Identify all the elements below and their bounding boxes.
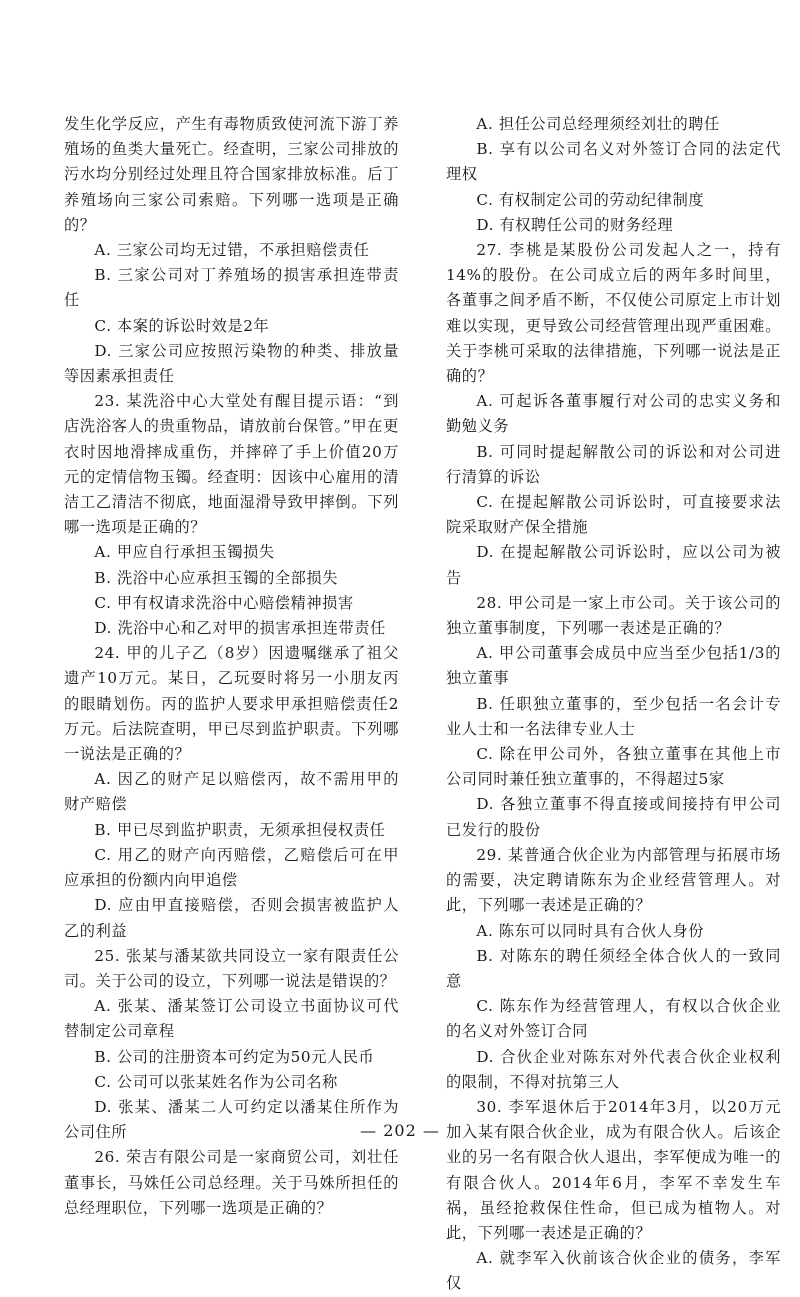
answer-option: C. 陈东作为经营管理人，有权以合伙企业的名义对外签订合同 [446, 997, 781, 1041]
answer-option: D. 张某、潘某二人可约定以潘某住所作为公司住所 [64, 1097, 399, 1142]
left-column [64, 112, 399, 1221]
answer-option: D. 在提起解散公司诉讼时，应以公司为被告 [446, 543, 781, 587]
question-text: 25. 张某与潘某欲共同设立一家有限责任公司。关于公司的设立，下列哪一说法是错误的？ [64, 946, 399, 990]
answer-option: D. 三家公司应按照污染物的种类、排放量等因素承担责任 [64, 341, 399, 386]
question-text: 26. 荣吉有限公司是一家商贸公司，刘壮任董事长，马姝任公司总经理。关于马姝所担任的总经理职位，下列哪一选项是正确的？ [64, 1148, 399, 1217]
answer-option: C. 公司可以张某姓名作为公司名称 [94, 1072, 338, 1091]
answer-option: B. 甲已尽到监护职责，无须承担侵权责任 [94, 820, 386, 839]
answer-option: A. 陈东可以同时具有合伙人身份 [476, 921, 705, 940]
answer-option: A. 就李军入伙前该合伙企业的债务，李军仅 [446, 1249, 781, 1293]
answer-option: A. 张某、潘某签订公司设立书面协议可代替制定公司章程 [64, 997, 399, 1041]
answer-option: C. 有权制定公司的劳动纪律制度 [476, 190, 705, 209]
answer-option: A. 担任公司总经理须经刘壮的聘任 [476, 115, 720, 133]
answer-option: D. 合伙企业对陈东对外代表合伙企业权利的限制，不得对抗第三人 [446, 1047, 781, 1091]
question-continuation: 发生化学反应，产生有毒物质致使河流下游丁养殖场的鱼类大量死亡。经查明，三家公司排放的污水均分别经过处理且符合国家排放标准。后丁养殖场向三家公司索赔。下列哪一选项是正确的？ [64, 115, 399, 234]
answer-option: C. 用乙的财产向丙赔偿，乙赔偿后可在甲应承担的份额内向甲追偿 [64, 845, 399, 890]
answer-option: D. 洗浴中心和乙对甲的损害承担连带责任 [94, 619, 386, 638]
answer-option: D. 有权聘任公司的财务经理 [476, 215, 674, 234]
answer-option: B. 享有以公司名义对外签订合同的法定代理权 [446, 140, 781, 184]
question-text: 23. 某洗浴中心大堂处有醒目提示语：“到店洗浴客人的贵重物品，请放前台保管。”甲在更衣时因地滑摔成重伤，并摔碎了手上价值20万元的定情信物玉镯。经查明：因该中心雇用的清洁工乙清洁不彻底，地面湿滑导致甲摔倒。下列哪一选项是正确的？ [64, 392, 399, 537]
answer-option: B. 洗浴中心应承担玉镯的全部损失 [94, 568, 339, 587]
answer-option: A. 三家公司均无过错，不承担赔偿责任 [94, 241, 370, 260]
question-text: 30. 李军退休后于2014年3月，以20万元加入某有限合伙企业，成为有限合伙人。后该企业的另一名有限合伙人退出，李军便成为唯一的有限合伙人。2014年6月，李军不幸发生车祸，虽经抢救保住性命，但已成为植物人。对此，下列哪一表述是正确的？ [446, 1097, 781, 1242]
answer-option: B. 可同时提起解散公司的诉讼和对公司进行清算的诉讼 [446, 442, 781, 486]
answer-option: B. 三家公司对丁养殖场的损害承担连带责任 [64, 266, 399, 310]
answer-option: D. 应由甲直接赔偿，否则会损害被监护人乙的利益 [64, 896, 399, 940]
page-number: — 202 — [360, 1121, 440, 1140]
answer-option: B. 公司的注册资本可约定为50元人民币 [94, 1047, 375, 1066]
answer-option: C. 本案的诉讼时效是2年 [94, 316, 270, 335]
answer-option: B. 任职独立董事的，至少包括一名会计专业人士和一名法律专业人士 [446, 694, 781, 738]
answer-option: A. 可起诉各董事履行对公司的忠实义务和勤勉义务 [446, 392, 781, 436]
question-text: 29. 某普通合伙企业为内部管理与拓展市场的需要，决定聘请陈东为企业经营管理人。对此，下列哪一表述是正确的？ [446, 845, 781, 915]
answer-option: C. 在提起解散公司诉讼时，可直接要求法院采取财产保全措施 [446, 493, 781, 537]
answer-option: D. 各独立董事不得直接或间接持有甲公司已发行的股份 [446, 795, 781, 839]
answer-option: B. 对陈东的聘任须经全体合伙人的一致同意 [446, 946, 781, 990]
question-text: 28. 甲公司是一家上市公司。关于该公司的独立董事制度，下列哪一表述是正确的？ [446, 593, 781, 638]
answer-option: A. 甲应自行承担玉镯损失 [94, 543, 275, 562]
question-text: 27. 李桃是某股份公司发起人之一，持有14%的股份。在公司成立后的两年多时间里，各董事之间矛盾不断，不仅使公司原定上市计划难以实现，更导致公司经营管理出现严重困难。关于李桃可采取的法律措施，下列哪一说法是正确的？ [446, 241, 781, 386]
answer-option: A. 因乙的财产足以赔偿丙，故不需用甲的财产赔偿 [64, 770, 399, 814]
answer-option: C. 除在甲公司外，各独立董事在其他上市公司同时兼任独立董事的，不得超过5家 [446, 745, 781, 789]
answer-option: C. 甲有权请求洗浴中心赔偿精神损害 [94, 593, 354, 612]
answer-option: A. 甲公司董事会成员中应当至少包括1/3的独立董事 [446, 644, 781, 688]
question-text: 24. 甲的儿子乙（8岁）因遗嘱继承了祖父遗产10万元。某日，乙玩耍时将另一小朋友丙的眼睛划伤。丙的监护人要求甲承担赔偿责任2万元。后法院查明，甲已尽到监护职责。下列哪一说法是正确的？ [64, 644, 399, 764]
